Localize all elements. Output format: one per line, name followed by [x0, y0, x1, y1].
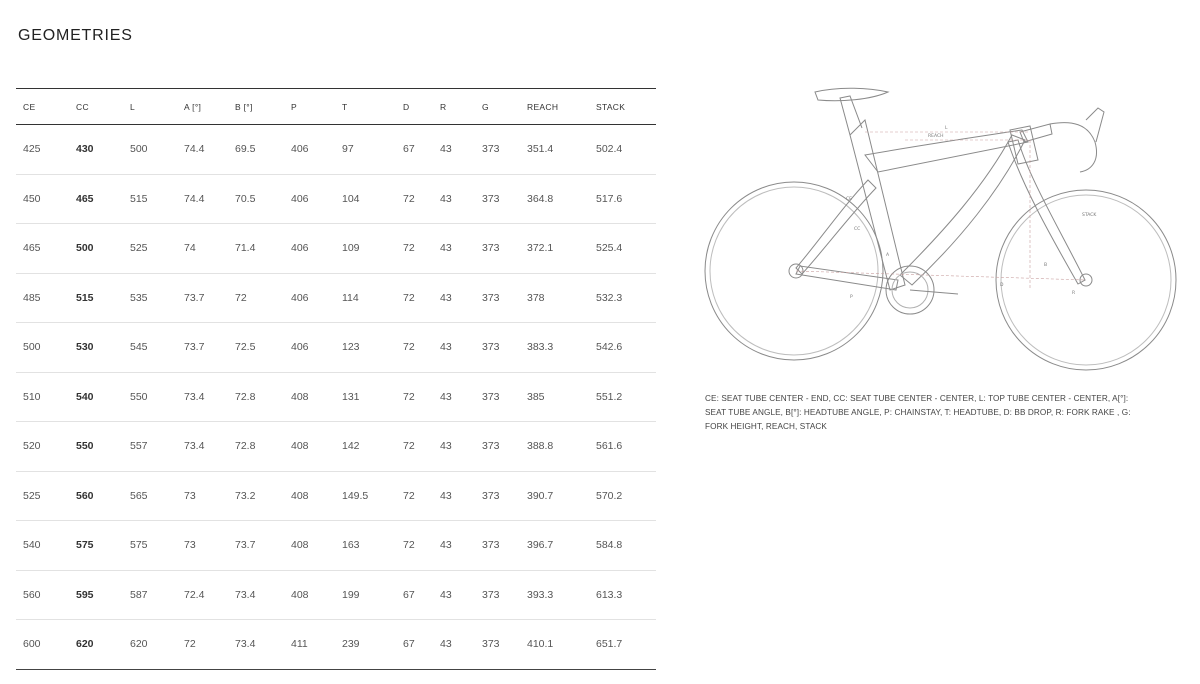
table-cell: 72: [396, 471, 433, 521]
table-row: [16, 273, 656, 323]
table-cell: 535: [123, 273, 177, 323]
table-cell: 373: [475, 224, 520, 274]
table-cell: 67: [396, 125, 433, 175]
table-cell: 500: [16, 323, 69, 373]
table-cell: 385: [520, 372, 589, 422]
legend-caption: CE: SEAT TUBE CENTER - END, CC: SEAT TUBE CENTER - CENTER, L: TOP TUBE CENTER - CENTER, A[°]: SEAT TUBE ANGLE, B[°]: HEADTUBE ANGLE, P: CHAINSTAY, T: HEADTUBE, D: BB DROP, R: FORK RAKE , G: FORK HEIGHT, REACH, STACK: [705, 394, 1131, 431]
table-cell: 72: [396, 521, 433, 571]
table-cell: 565: [123, 471, 177, 521]
table-cell: 540: [16, 521, 69, 571]
table-cell: 43: [433, 174, 475, 224]
table-cell: 373: [475, 372, 520, 422]
table-cell: 410.1: [520, 620, 589, 670]
table-cell: 550: [69, 422, 123, 472]
table-cell: 560: [16, 570, 69, 620]
table-row: [16, 174, 656, 224]
table-row: [16, 372, 656, 422]
table-body: [16, 125, 656, 670]
table-cell: 43: [433, 570, 475, 620]
table-cell: 465: [16, 224, 69, 274]
table-cell: 532.3: [589, 273, 656, 323]
table-cell: 406: [284, 224, 335, 274]
table-cell: 72: [396, 224, 433, 274]
stack-label: STACK: [1082, 213, 1097, 218]
table-cell: 104: [335, 174, 396, 224]
table-cell: 72: [396, 174, 433, 224]
r-label: R: [1072, 291, 1076, 296]
table-cell: 67: [396, 570, 433, 620]
table-cell: 517.6: [589, 174, 656, 224]
table-cell: 73.4: [228, 620, 284, 670]
table-cell: 584.8: [589, 521, 656, 571]
table-cell: 390.7: [520, 471, 589, 521]
rear-wheel: [705, 182, 883, 360]
reach-label: REACH: [928, 134, 944, 139]
table-cell: 525.4: [589, 224, 656, 274]
table-cell: 525: [123, 224, 177, 274]
table-cell: 373: [475, 471, 520, 521]
table-row: [16, 570, 656, 620]
table-cell: 515: [69, 273, 123, 323]
table-cell: 72.4: [177, 570, 228, 620]
table-cell: 72: [228, 273, 284, 323]
table-cell: 73.7: [177, 323, 228, 373]
table-cell: 74: [177, 224, 228, 274]
table-cell: 383.3: [520, 323, 589, 373]
table-cell: 502.4: [589, 125, 656, 175]
ce-label: CE: [846, 197, 852, 202]
seatstay: [796, 180, 876, 274]
table-cell: 72: [396, 422, 433, 472]
table-cell: 74.4: [177, 174, 228, 224]
table-cell: 142: [335, 422, 396, 472]
table-cell: 123: [335, 323, 396, 373]
table-row: [16, 471, 656, 521]
table-cell: 109: [335, 224, 396, 274]
table-cell: 408: [284, 422, 335, 472]
table-cell: 72.5: [228, 323, 284, 373]
table-cell: 43: [433, 125, 475, 175]
column-header: P: [284, 89, 335, 125]
table-cell: 73: [177, 521, 228, 571]
table-cell: 485: [16, 273, 69, 323]
table-cell: 43: [433, 224, 475, 274]
table-cell: 406: [284, 273, 335, 323]
table-cell: 557: [123, 422, 177, 472]
rear-wheel-rim: [710, 187, 878, 355]
table-cell: 575: [123, 521, 177, 571]
table-cell: 510: [16, 372, 69, 422]
bike-geometry-diagram: [700, 80, 1184, 380]
l-label: L: [945, 126, 948, 131]
table-cell: 545: [123, 323, 177, 373]
table-cell: 542.6: [589, 323, 656, 373]
table-cell: 587: [123, 570, 177, 620]
table-cell: 411: [284, 620, 335, 670]
table-cell: 73: [177, 471, 228, 521]
column-header: STACK: [589, 89, 656, 125]
table-cell: 515: [123, 174, 177, 224]
table-cell: 73.4: [177, 422, 228, 472]
table-cell: 43: [433, 471, 475, 521]
table-cell: 465: [69, 174, 123, 224]
table-cell: 43: [433, 323, 475, 373]
column-header: T: [335, 89, 396, 125]
table-cell: 69.5: [228, 125, 284, 175]
table-cell: 199: [335, 570, 396, 620]
table-cell: 73.4: [177, 372, 228, 422]
table-cell: 613.3: [589, 570, 656, 620]
table-cell: 575: [69, 521, 123, 571]
table-cell: 560: [69, 471, 123, 521]
table-cell: 388.8: [520, 422, 589, 472]
table-cell: 406: [284, 174, 335, 224]
table-cell: 540: [69, 372, 123, 422]
table-cell: 620: [123, 620, 177, 670]
table-cell: 378: [520, 273, 589, 323]
d-label: D: [1000, 283, 1004, 288]
brake-hood: [1086, 108, 1104, 142]
table-cell: 72: [177, 620, 228, 670]
table-cell: 570.2: [589, 471, 656, 521]
table-cell: 500: [69, 224, 123, 274]
table-cell: 43: [433, 372, 475, 422]
seatpost: [840, 96, 862, 135]
table-cell: 430: [69, 125, 123, 175]
table-cell: 72: [396, 273, 433, 323]
table-cell: 72.8: [228, 422, 284, 472]
table-cell: 595: [69, 570, 123, 620]
table-cell: 351.4: [520, 125, 589, 175]
table-cell: 393.3: [520, 570, 589, 620]
table-cell: 408: [284, 471, 335, 521]
table-cell: 620: [69, 620, 123, 670]
top-tube: [865, 130, 1028, 172]
table-cell: 43: [433, 521, 475, 571]
column-header: REACH: [520, 89, 589, 125]
bb-line: [796, 271, 1086, 280]
table-cell: 97: [335, 125, 396, 175]
geometry-table: [16, 88, 656, 670]
table-cell: 425: [16, 125, 69, 175]
table-cell: 43: [433, 273, 475, 323]
table-cell: 561.6: [589, 422, 656, 472]
table-cell: 239: [335, 620, 396, 670]
column-header: L: [123, 89, 177, 125]
table-cell: 520: [16, 422, 69, 472]
table-cell: 72: [396, 323, 433, 373]
table-cell: 67: [396, 620, 433, 670]
table-cell: 73.7: [177, 273, 228, 323]
table-cell: 163: [335, 521, 396, 571]
table-cell: 373: [475, 620, 520, 670]
table-row: [16, 521, 656, 571]
table-cell: 651.7: [589, 620, 656, 670]
column-header: CE: [16, 89, 69, 125]
table-cell: 372.1: [520, 224, 589, 274]
table-cell: 373: [475, 422, 520, 472]
table-row: [16, 620, 656, 670]
table-cell: 74.4: [177, 125, 228, 175]
table-cell: 408: [284, 521, 335, 571]
table-cell: 600: [16, 620, 69, 670]
table-cell: 114: [335, 273, 396, 323]
table-row: [16, 125, 656, 175]
table-cell: 373: [475, 570, 520, 620]
table-cell: 450: [16, 174, 69, 224]
column-header: D: [396, 89, 433, 125]
table-cell: 525: [16, 471, 69, 521]
cc-label: CC: [854, 227, 861, 232]
table-cell: 43: [433, 422, 475, 472]
table-cell: 149.5: [335, 471, 396, 521]
table-cell: 373: [475, 273, 520, 323]
table-cell: 72: [396, 372, 433, 422]
column-header: R: [433, 89, 475, 125]
table-cell: 73.2: [228, 471, 284, 521]
table-cell: 373: [475, 174, 520, 224]
table-cell: 70.5: [228, 174, 284, 224]
table-cell: 396.7: [520, 521, 589, 571]
table-cell: 408: [284, 570, 335, 620]
table-cell: 131: [335, 372, 396, 422]
table-row: [16, 224, 656, 274]
table-cell: 406: [284, 125, 335, 175]
table-cell: 373: [475, 125, 520, 175]
column-header: A [°]: [177, 89, 228, 125]
table-cell: 550: [123, 372, 177, 422]
b-label: B: [1044, 263, 1048, 268]
table-row: [16, 422, 656, 472]
table-cell: 406: [284, 323, 335, 373]
table-cell: 364.8: [520, 174, 589, 224]
column-header: B [°]: [228, 89, 284, 125]
p-label: P: [850, 295, 853, 300]
table-cell: 73.4: [228, 570, 284, 620]
table-cell: 43: [433, 620, 475, 670]
down-tube: [900, 135, 1025, 285]
table-cell: 500: [123, 125, 177, 175]
table-cell: 530: [69, 323, 123, 373]
table-cell: 373: [475, 521, 520, 571]
table-cell: 408: [284, 372, 335, 422]
table-row: [16, 323, 656, 373]
column-header: CC: [69, 89, 123, 125]
table-cell: 71.4: [228, 224, 284, 274]
table-cell: 551.2: [589, 372, 656, 422]
column-header: G: [475, 89, 520, 125]
a-label: A: [886, 253, 890, 258]
handlebar: [1050, 123, 1097, 172]
table-cell: 72.8: [228, 372, 284, 422]
table-header-row: [16, 89, 656, 125]
table-cell: 373: [475, 323, 520, 373]
table-cell: 73.7: [228, 521, 284, 571]
page-title: GEOMETRIES: [18, 27, 133, 44]
